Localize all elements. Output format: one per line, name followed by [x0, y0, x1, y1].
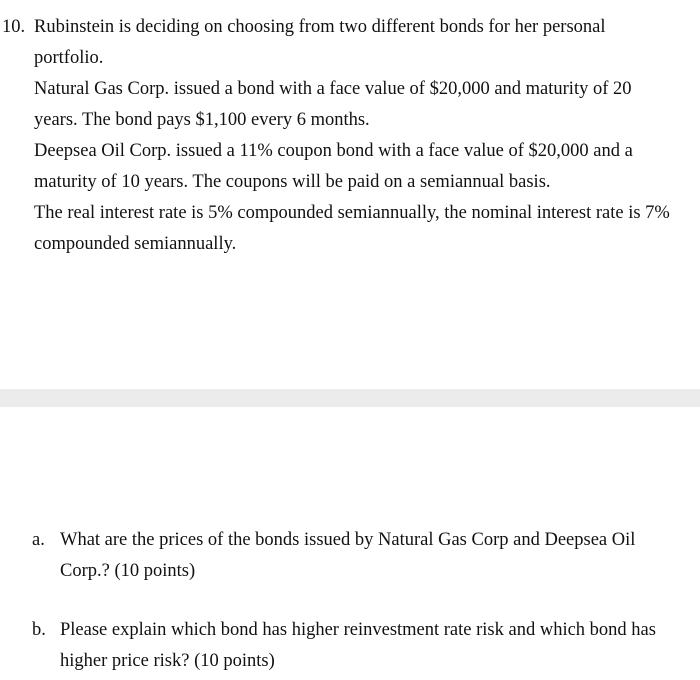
question-number: 10.	[2, 17, 26, 37]
sub-question-line: What are the prices of the bonds issued by Natural Gas Corp and Deepsea Oil	[60, 530, 636, 550]
problem-line: portfolio.	[34, 48, 104, 68]
problem-line: Deepsea Oil Corp. issued a 11% coupon bond with a face value of $20,000 and a	[34, 141, 633, 161]
sub-question-line: Corp.? (10 points)	[60, 561, 196, 581]
sub-question-line: Please explain which bond has higher reinvestment rate risk and which bond has	[60, 620, 656, 640]
sub-question-letter: a.	[32, 530, 45, 550]
problem-line: Natural Gas Corp. issued a bond with a face value of $20,000 and maturity of 20	[34, 79, 632, 99]
sub-question-letter: b.	[32, 620, 46, 640]
sub-question-b	[0, 615, 690, 677]
sub-question-line: higher price risk? (10 points)	[60, 651, 275, 671]
problem-statement	[0, 12, 690, 260]
problem-line: compounded semiannually.	[34, 234, 237, 254]
problem-line: maturity of 10 years. The coupons will be paid on a semiannual basis.	[34, 172, 551, 192]
problem-line: The real interest rate is 5% compounded semiannually, the nominal interest rate is 7%	[34, 203, 670, 223]
problem-line: years. The bond pays $1,100 every 6 months.	[34, 110, 370, 130]
problem-header	[0, 12, 690, 43]
problem-line-intro: Rubinstein is deciding on choosing from two different bonds for her personal	[34, 17, 606, 37]
section-divider	[0, 389, 700, 407]
sub-question-a	[0, 525, 690, 587]
